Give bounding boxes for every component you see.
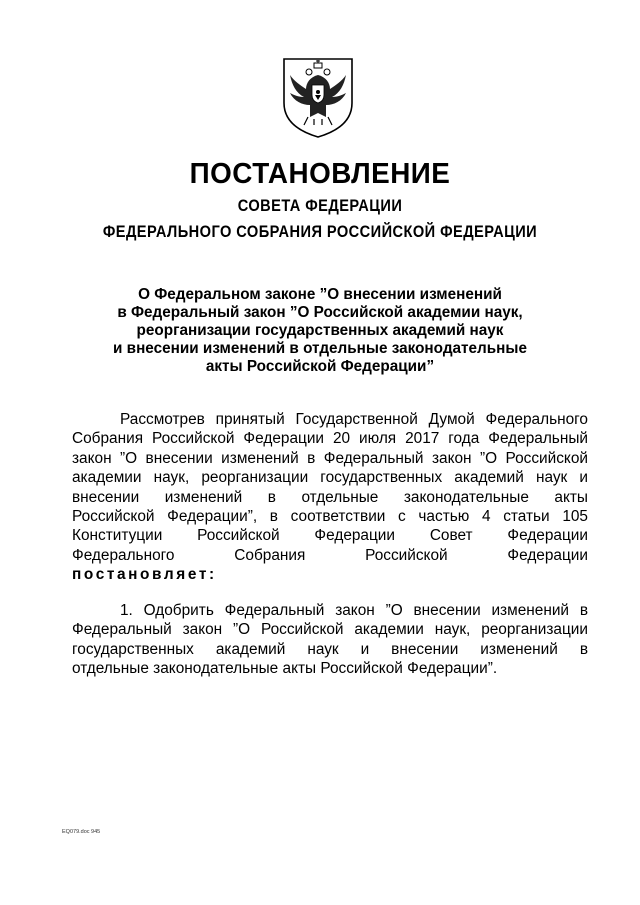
subject-line: акты Российской Федерации” (205, 358, 435, 375)
issuing-body-line2: ФЕДЕРАЛЬНОГО СОБРАНИЯ РОССИЙСКОЙ ФЕДЕРАЦИИ (102, 222, 538, 241)
paragraph-line: Рассмотрев принятый Государственной Думой Федерального (120, 411, 588, 428)
paragraph-line: отдельные законодательные акты Российской Федерации”. (72, 660, 498, 678)
paragraph-line: внесении изменений в отдельные законодательные акты (72, 488, 588, 506)
decision-word: постановляет: (72, 566, 217, 584)
file-reference: EQ079.doc 945 (62, 829, 101, 835)
paragraph-line: Федерального Собрания Российской Федерации (72, 546, 588, 564)
paragraph-line: академии наук, реорганизации государственных академий наук и (72, 469, 588, 487)
paragraph-line: 1. Одобрить Федеральный закон ”О внесении изменений в (120, 602, 588, 619)
subject-line: О Федеральном законе ”О внесении изменений (138, 286, 502, 303)
paragraph-line: Конституции Российской Федерации Совет Федерации (72, 527, 588, 545)
paragraph-line: закон ”О внесении изменений в Федеральный закон ”О Российской (72, 449, 588, 467)
resolution-item-1 (72, 601, 588, 679)
subject-line: реорганизации государственных академий наук (136, 322, 504, 339)
subject-line: в Федеральный закон ”О Российской академии наук, (117, 304, 523, 321)
russian-coat-of-arms-icon (280, 55, 356, 139)
resolution-subject (95, 286, 545, 376)
document-title: ПОСТАНОВЛЕНИЕ (189, 158, 451, 190)
paragraph-line: Собрания Российской Федерации 20 июля 2017 года Федеральный (72, 430, 588, 448)
preamble-paragraph (72, 410, 588, 585)
paragraph-line: Российской Федерации”, в соответствии с частью 4 статьи 105 (72, 508, 588, 526)
issuing-body-line1: СОВЕТА ФЕДЕРАЦИИ (237, 196, 403, 215)
subject-line: и внесении изменений в отдельные законодательные (113, 340, 527, 357)
paragraph-line: государственных академий наук и внесении изменений в (72, 640, 588, 658)
paragraph-line: Федеральный закон ”О Российской академии наук, реорганизации (72, 621, 588, 639)
